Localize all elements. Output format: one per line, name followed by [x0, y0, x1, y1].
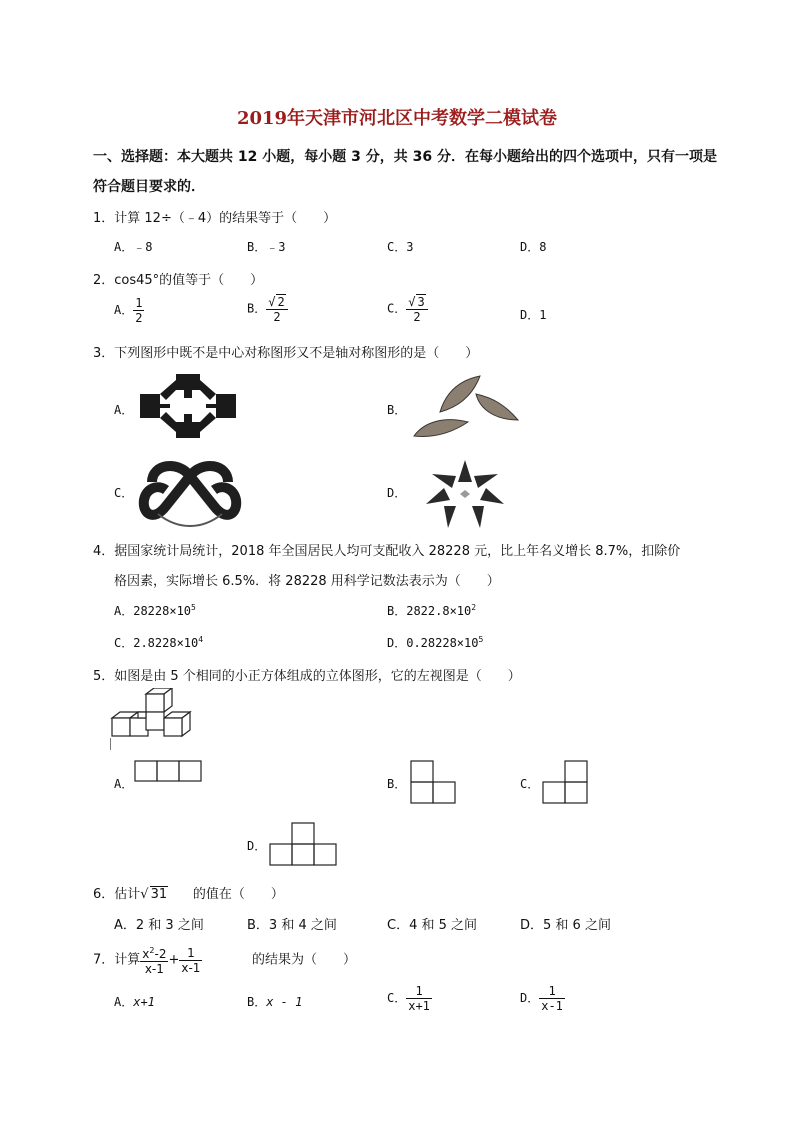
- q2-a-den: 2: [135, 311, 143, 325]
- q5-view-a: [134, 760, 204, 784]
- q2-option-a: [114, 296, 144, 325]
- q3-figure-c: [138, 454, 242, 532]
- q7-option-b-label: B．: [247, 995, 267, 1009]
- q6-stem-prefix: 6．估计: [93, 887, 141, 902]
- q2-option-b-fraction: [266, 294, 287, 324]
- q4-option-a-text: A．28228×10: [114, 604, 192, 618]
- q7-option-c-fraction: [406, 984, 432, 1013]
- q6-radicand: 31: [150, 887, 168, 902]
- q4-option-a-exp: 5: [191, 603, 196, 612]
- q7-option-a-label: A．: [114, 995, 134, 1009]
- q3-option-d-label: D．: [387, 486, 407, 500]
- q1-option-b: B．﹣3: [247, 240, 286, 254]
- q4-option-d-text: D．0.28228×10: [387, 636, 479, 650]
- q7-stem-prefix: 7．计算: [93, 952, 141, 968]
- q2-option-a-label: A．: [114, 303, 134, 317]
- q2-c-num: √ 3: [406, 294, 427, 310]
- q4-option-c: [114, 634, 203, 651]
- q6-option-c: C．4 和 5 之间: [387, 918, 478, 933]
- q5-stem: 5．如图是由 5 个相同的小正方体组成的立体图形，它的左视图是（ ）: [93, 669, 521, 684]
- q3-option-c-label: C．: [114, 486, 134, 500]
- q7-plus: +: [168, 952, 180, 968]
- q4-stem-line1: 4．据国家统计局统计，2018 年全国居民人均可支配收入 28228 元，比上年名义增长 8.7%，扣除价: [93, 544, 681, 559]
- q7-option-c: [387, 984, 432, 1013]
- section-heading-line2: 符合题目要求的．: [93, 179, 205, 195]
- q7-stem-suffix: 的结果为（ ）: [252, 952, 357, 968]
- q7-option-c-label: C．: [387, 991, 407, 1005]
- page-title: 2019年天津市河北区中考数学二模试卷: [236, 108, 558, 129]
- q6-option-b: B．3 和 4 之间: [247, 918, 337, 933]
- q5-solid-figure: [110, 688, 206, 752]
- q5-option-c-label: C．: [520, 777, 540, 791]
- q2-b-den: 2: [273, 310, 281, 324]
- q7-option-a: [114, 993, 155, 1010]
- q1-option-c: C．3: [387, 240, 414, 254]
- q7-option-b: [247, 993, 302, 1010]
- q2-option-a-fraction: [133, 296, 144, 325]
- q1-option-a: A．﹣8: [114, 240, 153, 254]
- q2-option-c-fraction: [406, 294, 427, 324]
- q2-option-c: [387, 294, 428, 324]
- q2-b-num: √ 2: [266, 294, 287, 310]
- q2-option-d: D．1: [520, 308, 547, 322]
- q6-option-d: D．5 和 6 之间: [520, 918, 611, 933]
- q2-a-num: 1: [135, 296, 143, 310]
- q2-c-den: 2: [413, 310, 421, 324]
- q5-view-d: [269, 822, 339, 868]
- q2-option-b-label: B．: [247, 301, 267, 316]
- q7-option-a-text: x+1: [133, 995, 155, 1009]
- q7-frac1-den: x-1: [144, 962, 164, 976]
- q4-option-c-exp: 4: [198, 635, 204, 644]
- q7-frac2-den: x-1: [181, 960, 201, 975]
- q5-view-b: [410, 760, 458, 806]
- q2-b-radicand: 2: [277, 295, 285, 309]
- q1-stem: 1．计算 12÷（﹣4）的结果等于（ ）: [93, 211, 337, 226]
- q4-option-b-text: B．2822.8×10: [387, 604, 472, 618]
- q7-stem: [93, 944, 356, 976]
- q5-option-d-label: D．: [247, 839, 267, 853]
- q3-figure-a: [136, 370, 240, 442]
- q4-option-a: [114, 602, 196, 619]
- q3-option-a-label: A．: [114, 403, 134, 417]
- q4-option-d-exp: 5: [478, 635, 484, 644]
- q3-option-b-label: B．: [387, 403, 407, 417]
- q7-d-den: x-1: [541, 999, 563, 1013]
- q4-option-b: [387, 602, 476, 619]
- q2-option-b: [247, 294, 288, 324]
- q4-stem-line2: 格因素，实际增长 6.5%．将 28228 用科学记数法表示为（ ）: [114, 574, 500, 589]
- q2-option-c-label: C．: [387, 301, 407, 316]
- q7-fraction-1: [140, 944, 168, 976]
- q7-option-d: [520, 984, 565, 1013]
- q4-option-b-exp: 2: [471, 603, 477, 612]
- q6-stem-suffix: 的值在（ ）: [192, 887, 284, 902]
- q3-stem: 3．下列图形中既不是中心对称图形又不是轴对称图形的是（ ）: [93, 346, 479, 361]
- q7-d-num: 1: [539, 984, 565, 999]
- q2-stem: 2．cos45°的值等于（ ）: [93, 273, 264, 288]
- q7-frac1-sup: 2: [149, 946, 155, 955]
- q6-stem: 6．估计√ 31 的值在（ ）: [93, 887, 284, 902]
- q7-option-b-text: x - 1: [266, 995, 303, 1009]
- q7-option-d-fraction: [539, 984, 565, 1013]
- q7-fraction-2: [179, 946, 202, 975]
- q4-option-c-text: C．2.8228×10: [114, 636, 199, 650]
- q5-option-a-label: A．: [114, 777, 134, 791]
- q6-option-a: A．2 和 3 之间: [114, 918, 204, 933]
- q7-c-num: 1: [406, 984, 432, 999]
- q7-c-den: x+1: [408, 999, 430, 1013]
- q2-c-radicand: 3: [417, 295, 425, 309]
- q7-option-d-label: D．: [520, 991, 540, 1005]
- q1-option-d: D．8: [520, 240, 547, 254]
- q4-option-d: [387, 634, 483, 651]
- q3-figure-d: [420, 454, 510, 532]
- q7-frac2-num: 1: [179, 946, 202, 961]
- q5-view-c: [542, 760, 590, 806]
- q3-figure-b: [410, 372, 522, 440]
- q7-frac1-num: $x^2-2$: [142, 946, 167, 961]
- section-heading-line1: 一、选择题：本大题共 12 小题，每小题 3 分，共 36 分．在每小题给出的四个选项中，只有一项是: [93, 149, 717, 165]
- q5-option-b-label: B．: [387, 777, 407, 791]
